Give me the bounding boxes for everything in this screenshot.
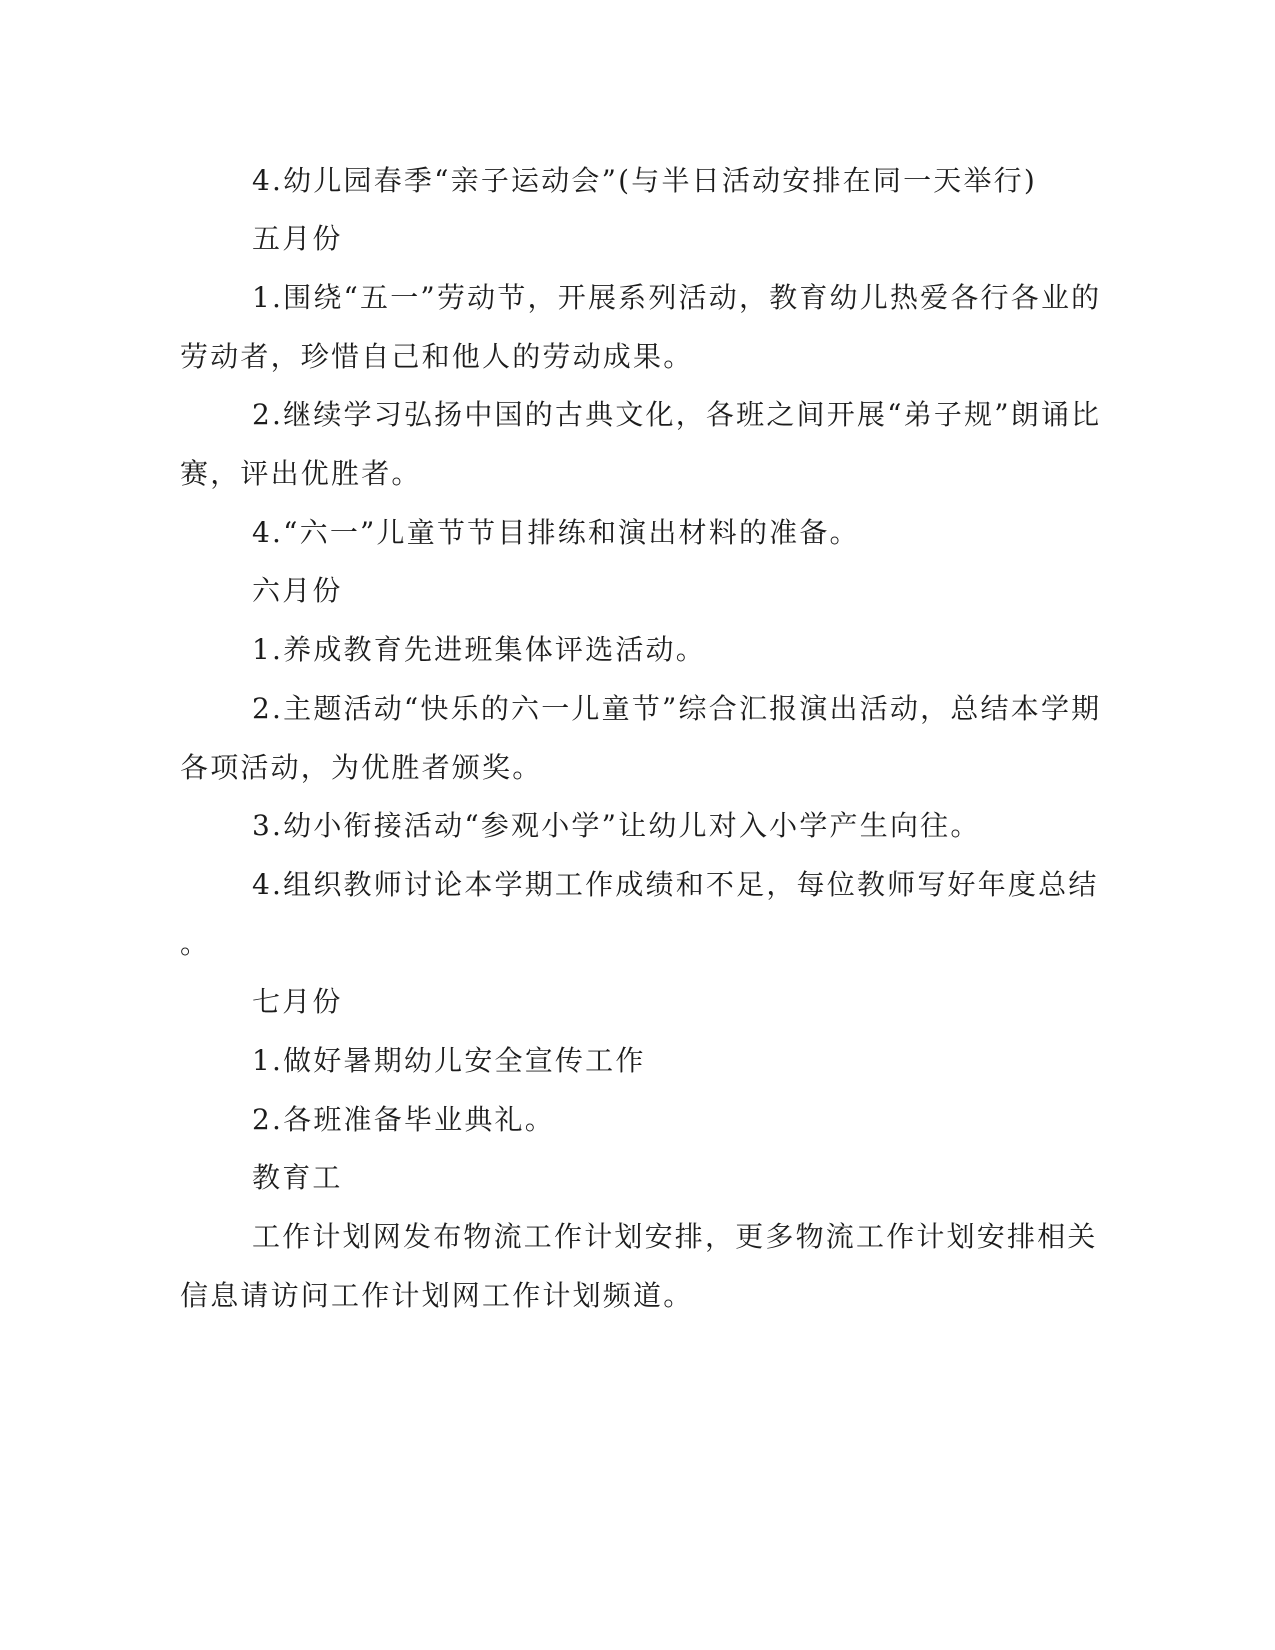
item-june-4-line-2: 。: [180, 927, 211, 960]
item-may-2-line-1: 2.继续学习弘扬中国的古典文化，各班之间开展“弟子规”朗诵比: [252, 398, 1102, 431]
item-may-4: 4.“六一”儿童节节目排练和演出材料的准备。: [252, 516, 860, 549]
item-may-2-line-2: 赛，评出优胜者。: [180, 457, 422, 490]
item-june-4-line-1: 4.组织教师讨论本学期工作成绩和不足，每位教师写好年度总结: [252, 868, 1099, 901]
item-may-1-line-1: 1.围绕“五一”劳动节，开展系列活动，教育幼儿热爱各行各业的: [252, 281, 1102, 314]
item-june-3: 3.幼小衔接活动“参观小学”让幼儿对入小学产生向往。: [252, 809, 981, 842]
footer-note-line-2: 信息请访问工作计划网工作计划频道。: [180, 1279, 694, 1312]
item-june-1: 1.养成教育先进班集体评选活动。: [252, 633, 706, 666]
heading-may: 五月份: [252, 222, 343, 255]
item-june-2-line-1: 2.主题活动“快乐的六一儿童节”综合汇报演出活动，总结本学期: [252, 692, 1102, 725]
heading-july: 七月份: [252, 985, 343, 1018]
footer-note-line-1: 工作计划网发布物流工作计划安排，更多物流工作计划安排相关: [252, 1220, 1098, 1253]
item-may-1-line-2: 劳动者，珍惜自己和他人的劳动成果。: [180, 340, 694, 373]
heading-june: 六月份: [252, 574, 343, 607]
item-july-2: 2.各班准备毕业典礼。: [252, 1103, 555, 1136]
item-july-1: 1.做好暑期幼儿安全宣传工作: [252, 1044, 646, 1077]
heading-education: 教育工: [252, 1161, 343, 1194]
item-spring-sports-meet: 4.幼儿园春季“亲子运动会”(与半日活动安排在同一天举行): [252, 164, 1037, 197]
item-june-2-line-2: 各项活动，为优胜者颁奖。: [180, 751, 543, 784]
